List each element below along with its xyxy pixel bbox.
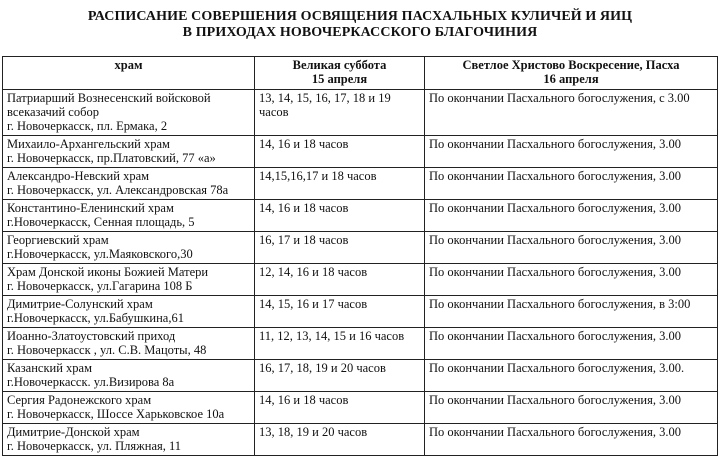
temple-address: г. Новочеркасск , ул. С.В. Мацоты, 48 (7, 343, 207, 357)
temple-address: г. Новочеркасск, ул. Александровская 78а (7, 183, 229, 197)
temple-name: Михаило-Архангельский храм (7, 137, 170, 151)
sunday-times: По окончании Пасхального богослужения, 3.00 (429, 425, 681, 439)
title-line-2: В ПРИХОДАХ НОВОЧЕРКАССКОГО БЛАГОЧИНИЯ (182, 25, 538, 40)
temple-name: Димитрие-Солунский храм (7, 297, 153, 311)
sunday-times: По окончании Пасхального богослужения, 3.00 (429, 201, 681, 215)
saturday-times: 14, 16 и 18 часов (259, 393, 349, 407)
saturday-cell (255, 424, 425, 456)
temple-address: г. Новочеркасск, пл. Ермака, 2 (7, 119, 168, 133)
sunday-cell (425, 168, 718, 200)
sunday-times: По окончании Пасхального богослужения, 3.00 (429, 265, 681, 279)
sunday-cell (425, 392, 718, 424)
saturday-cell (255, 360, 425, 392)
table-row (3, 200, 718, 232)
sunday-times: По окончании Пасхального богослужения, 3.00 (429, 169, 681, 183)
sunday-cell (425, 360, 718, 392)
saturday-cell (255, 90, 425, 136)
saturday-times: 14, 15, 16 и 17 часов (259, 297, 368, 311)
table-row (3, 360, 718, 392)
saturday-cell (255, 264, 425, 296)
temple-cell (3, 168, 255, 200)
table-row (3, 90, 718, 136)
page-title (0, 9, 720, 41)
saturday-cell (255, 392, 425, 424)
temple-address: г.Новочеркасск, ул.Бабушкина,61 (7, 311, 184, 325)
temple-name: Димитрие-Донской храм (7, 425, 140, 439)
saturday-times: 16, 17, 18, 19 и 20 часов (259, 361, 386, 375)
sunday-cell (425, 424, 718, 456)
temple-name: Иоанно-Златоустовский приход (7, 329, 176, 343)
header-saturday-line-1: Великая суббота (292, 58, 387, 72)
sunday-times: По окончании Пасхального богослужения, в 3:00 (429, 297, 691, 311)
temple-name: Казанский храм (7, 361, 92, 375)
sunday-cell (425, 232, 718, 264)
saturday-times: 14,15,16,17 и 18 часов (259, 169, 377, 183)
sunday-cell (425, 296, 718, 328)
sunday-cell (425, 200, 718, 232)
table-row (3, 424, 718, 456)
saturday-cell (255, 296, 425, 328)
saturday-cell (255, 168, 425, 200)
saturday-times: 13, 14, 15, 16, 17, 18 и 19 (259, 91, 391, 105)
temple-cell (3, 232, 255, 264)
temple-address: г. Новочеркасск, пр.Платовский, 77 «а» (7, 151, 216, 165)
sunday-cell (425, 328, 718, 360)
saturday-times: 16, 17 и 18 часов (259, 233, 349, 247)
header-sunday-line-1: Светлое Христово Воскресение, Пасха (462, 58, 680, 72)
sunday-times: По окончании Пасхального богослужения, 3.00 (429, 233, 681, 247)
header-saturday-line-2: 15 апреля (311, 72, 368, 86)
temple-name: Александро-Невский храм (7, 169, 150, 183)
saturday-cell (255, 136, 425, 168)
table-row (3, 296, 718, 328)
temple-address: г.Новочеркасск. ул.Визирова 8а (7, 375, 175, 389)
temple-cell (3, 392, 255, 424)
temple-name: всеказачий собор (7, 105, 99, 119)
sunday-times: По окончании Пасхального богослужения, 3.00. (429, 361, 685, 375)
sunday-times: По окончании Пасхального богослужения, 3.00 (429, 137, 681, 151)
saturday-times: 12, 14, 16 и 18 часов (259, 265, 368, 279)
temple-address: г. Новочеркасск, ул.Гагарина 108 Б (7, 279, 193, 293)
sunday-cell (425, 90, 718, 136)
table-row (3, 136, 718, 168)
temple-name: Георгиевский храм (7, 233, 109, 247)
sunday-times: По окончании Пасхального богослужения, 3.00 (429, 329, 681, 343)
temple-cell (3, 136, 255, 168)
temple-name: Храм Донской иконы Божией Матери (7, 265, 209, 279)
sunday-times: По окончании Пасхального богослужения, с 3.00 (429, 91, 690, 105)
saturday-times: 14, 16 и 18 часов (259, 201, 349, 215)
header-row (3, 57, 718, 90)
header-sunday (425, 57, 718, 90)
temple-address: г.Новочеркасск, Сенная площадь, 5 (7, 215, 195, 229)
saturday-times: 13, 18, 19 и 20 часов (259, 425, 368, 439)
temple-cell (3, 90, 255, 136)
temple-address: г.Новочеркасск, ул.Маяковского,30 (7, 247, 193, 261)
table-row (3, 264, 718, 296)
saturday-cell (255, 200, 425, 232)
saturday-times: 14, 16 и 18 часов (259, 137, 349, 151)
saturday-cell (255, 328, 425, 360)
table-row (3, 232, 718, 264)
title-line-1: РАСПИСАНИЕ СОВЕРШЕНИЯ ОСВЯЩЕНИЯ ПАСХАЛЬНЫХ КУЛИЧЕЙ И ЯИЦ (87, 9, 633, 24)
sunday-times: По окончании Пасхального богослужения, 3.00 (429, 393, 681, 407)
temple-cell (3, 328, 255, 360)
temple-cell (3, 200, 255, 232)
schedule-table (2, 56, 718, 456)
temple-cell (3, 264, 255, 296)
sunday-cell (425, 264, 718, 296)
temple-name: Константино-Еленинский храм (7, 201, 174, 215)
header-saturday (255, 57, 425, 90)
temple-cell (3, 424, 255, 456)
saturday-times: 11, 12, 13, 14, 15 и 16 часов (259, 329, 405, 343)
temple-cell (3, 296, 255, 328)
temple-cell (3, 360, 255, 392)
header-temple (3, 57, 255, 90)
header-sunday-line-2: 16 апреля (543, 72, 599, 86)
header-temple-label: храм (114, 58, 143, 72)
temple-name: Патриарший Вознесенский войсковой (7, 91, 211, 105)
table-row (3, 392, 718, 424)
saturday-cell (255, 232, 425, 264)
temple-address: г. Новочеркасск, Шоссе Харьковское 10а (7, 407, 225, 421)
table-row (3, 328, 718, 360)
temple-name: Сергия Радонежского храм (7, 393, 152, 407)
saturday-times-cont: часов (259, 105, 289, 119)
sunday-cell (425, 136, 718, 168)
temple-address: г. Новочеркасск, ул. Пляжная, 11 (7, 439, 182, 453)
table-row (3, 168, 718, 200)
